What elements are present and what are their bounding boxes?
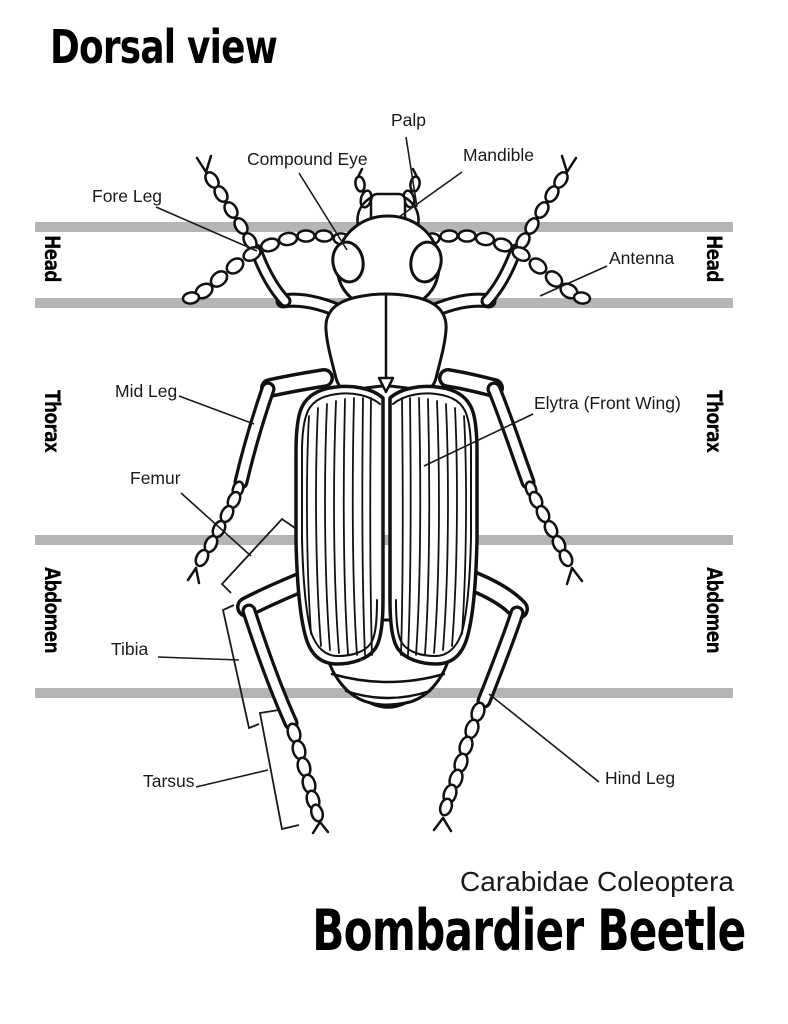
region-label-head-right: Head (702, 235, 726, 282)
pronotum-drawing (326, 294, 446, 392)
label-mid-leg: Mid Leg (115, 381, 178, 401)
region-label-head-left: Head (40, 235, 64, 282)
label-compound-eye: Compound Eye (247, 149, 368, 169)
label-femur: Femur (130, 468, 181, 488)
label-antenna: Antenna (609, 248, 675, 268)
label-palp: Palp (391, 110, 427, 130)
species-title: Bombardier Beetle (312, 898, 746, 964)
label-tibia: Tibia (111, 639, 149, 659)
region-label-abdomen-right: Abdomen (702, 567, 726, 653)
label-mandible: Mandible (463, 145, 535, 165)
leader-mid-leg (179, 396, 254, 424)
leader-tarsus (196, 770, 268, 787)
region-label-abdomen-left: Abdomen (40, 567, 64, 653)
label-hind-leg: Hind Leg (605, 768, 676, 788)
leader-tibia (158, 657, 239, 660)
label-fore-leg: Fore Leg (92, 186, 163, 206)
label-elytra: Elytra (Front Wing) (534, 393, 681, 413)
leader-hind-leg (489, 694, 599, 782)
beetle-illustration (182, 156, 590, 833)
measurement-brackets (222, 519, 299, 829)
region-label-thorax-right: Thorax (702, 390, 726, 453)
elytron-right-drawing (390, 386, 477, 664)
taxonomy-subtitle: Carabidae Coleoptera (460, 866, 734, 897)
elytron-left-drawing (296, 386, 383, 664)
region-label-thorax-left: Thorax (40, 390, 64, 453)
label-tarsus: Tarsus (143, 771, 195, 791)
page-title: Dorsal view (50, 20, 278, 74)
